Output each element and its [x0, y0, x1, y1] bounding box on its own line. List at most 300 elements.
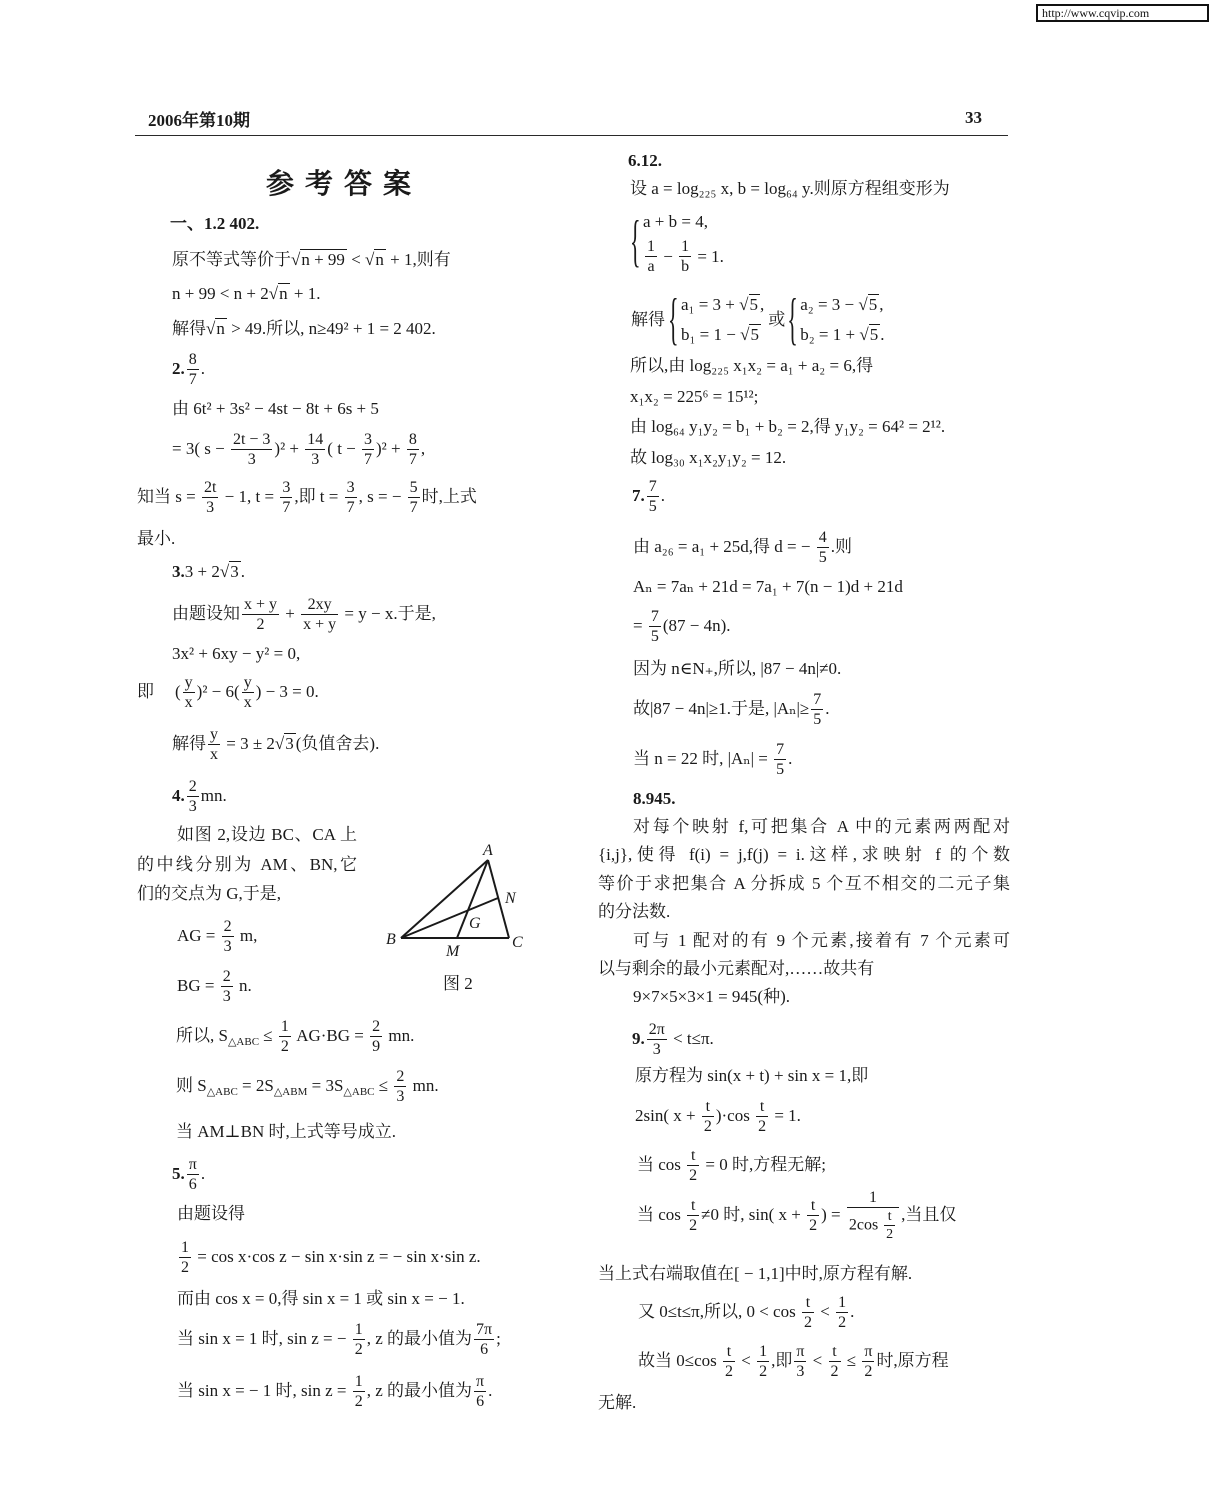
q9-line-2	[635, 1099, 801, 1135]
denominator: x	[184, 694, 193, 711]
q1-line-2	[172, 283, 320, 305]
text-run: > 49.所以, n≥49² + 1 = 2 402.	[226, 319, 436, 338]
text-run: + 1.	[289, 284, 321, 303]
fraction	[408, 480, 420, 516]
q8-paragraph-1-line-4: 的分法数.	[598, 902, 671, 921]
denominator: 7	[346, 499, 355, 516]
figure-caption: 图 2	[443, 974, 473, 993]
text-run: <	[815, 1301, 835, 1321]
text-run: .则	[830, 536, 852, 556]
fraction	[794, 1344, 806, 1380]
answer-value: 1.2 402.	[204, 214, 260, 233]
denominator: 3	[222, 988, 231, 1005]
fraction	[279, 1019, 291, 1055]
q3-line-3	[137, 675, 319, 711]
text-run: , z 的最小值为	[366, 1328, 473, 1348]
numerator: 1	[847, 1190, 899, 1208]
system-rows	[643, 207, 724, 277]
denominator: 3	[396, 1088, 405, 1105]
numerator: 3	[364, 431, 373, 448]
fraction	[222, 919, 234, 955]
q6-line-2: 所以,由 log₂₂₅ x₁x₂ = a₁ + a₂ = 6,得	[630, 356, 874, 375]
numerator: 1	[647, 238, 655, 255]
q6-line-1: 设 a = log₂₂₅ x, b = log₆₄ y.则原方程组变形为	[630, 179, 950, 198]
q7-line-6	[633, 742, 792, 778]
text-run: , s = −	[358, 486, 406, 506]
text-run: = 1.	[770, 1105, 801, 1125]
numerator: 2	[372, 1018, 381, 1035]
radicand: n	[375, 250, 384, 269]
square-root	[206, 318, 227, 338]
q3-line-1	[172, 597, 436, 633]
text-run: = 3( s −	[172, 438, 229, 458]
denominator: 2	[354, 1341, 363, 1358]
fraction	[345, 480, 357, 516]
numerator: 8	[188, 351, 197, 368]
system-rows	[800, 290, 884, 350]
q6-solution-line	[631, 290, 884, 350]
numerator: π	[476, 1373, 485, 1390]
fraction	[202, 480, 218, 516]
denominator: 7	[282, 499, 291, 516]
text-run: a + b = 4,	[643, 212, 708, 231]
q5-line-4	[177, 1322, 501, 1358]
text-run: 3 + 2	[184, 562, 220, 581]
radicand: 5	[868, 295, 878, 314]
text-run: 知当 s =	[137, 486, 200, 506]
fraction	[183, 675, 195, 711]
text-run: n + 99 < n + 2	[172, 284, 269, 303]
fraction	[807, 1198, 819, 1234]
q4-bg-line	[177, 969, 252, 1005]
text-run: 时,上式	[421, 486, 477, 506]
text-run: ( t −	[327, 438, 361, 458]
text-run: −	[659, 247, 678, 266]
numerator: 1	[354, 1321, 363, 1338]
question-number: 7.	[632, 485, 645, 505]
square-root	[740, 324, 761, 346]
text-run: .	[880, 325, 885, 344]
text-run: mn.	[200, 785, 227, 805]
numerator: 8	[408, 431, 417, 448]
q8-paragraph-2-line-2: 以与剩余的最小元素配对,……故共有	[598, 959, 875, 978]
fraction	[187, 779, 199, 815]
q2-line-3	[137, 480, 477, 516]
text-run: .	[825, 698, 830, 718]
q8-paragraph-1-line-1: 对每个映射 f,可把集合 A 中的元素两两配对	[633, 817, 1010, 836]
numerator: 5	[409, 479, 418, 496]
fraction	[702, 1099, 714, 1135]
text-run: ) − 3 = 0.	[255, 681, 319, 701]
fraction	[836, 1295, 848, 1331]
text-run: 解得	[631, 310, 665, 329]
text-run: = 1.	[693, 247, 724, 266]
q4-line-3: 当 AM⊥BN 时,上式等号成立.	[176, 1122, 396, 1141]
text-run: = 2S	[237, 1075, 274, 1095]
nested-fraction	[847, 1190, 899, 1242]
q2-line-4: 最小.	[137, 529, 176, 548]
numerator: t	[884, 1210, 895, 1226]
text-run: )² +	[274, 438, 304, 458]
text-run: ;	[496, 1328, 501, 1348]
denominator: 2	[864, 1363, 873, 1380]
text-run: (负值舍去).	[295, 733, 380, 753]
text-run: = cos x·cos z − sin x·sin z = − sin x·sin z.	[193, 1246, 481, 1266]
q9-line-6	[638, 1295, 854, 1331]
fraction	[474, 1322, 494, 1358]
system-row-2	[681, 320, 764, 350]
q8-calculation: 9×7×5×3×1 = 945(种).	[633, 987, 791, 1006]
text-run: 即	[137, 681, 154, 701]
text-run: b₂ = 1 +	[800, 325, 860, 344]
fraction	[862, 1344, 874, 1380]
text-run: 2cos	[848, 1216, 883, 1234]
fraction	[884, 1210, 895, 1242]
text-run: 所以, S	[176, 1025, 228, 1045]
text-run: 当 cos	[637, 1204, 686, 1224]
denominator: 3	[206, 499, 215, 516]
text-run: 由 a₂₆ = a₁ + 25d,得 d = −	[633, 536, 815, 556]
text-run: + 1,则有	[385, 250, 451, 269]
denominator: 3	[311, 451, 320, 468]
denominator: 2	[809, 1217, 818, 1234]
denominator: 6	[188, 1176, 197, 1193]
text-run: < t≤π.	[668, 1028, 714, 1048]
text-run: .	[200, 358, 205, 378]
text-run: .	[850, 1301, 855, 1321]
q6-line-5: 故 log₃₀ x₁x₂y₁y₂ = 12.	[630, 448, 787, 467]
numerator: 2xy	[301, 597, 338, 615]
text-run: 解得	[172, 319, 206, 338]
denominator: 2	[181, 1259, 189, 1276]
q7-line-2: Aₙ = 7aₙ + 21d = 7a₁ + 7(n − 1)d + 21d	[633, 577, 903, 596]
q7-line-5	[633, 692, 830, 728]
numerator: t	[687, 1148, 699, 1166]
numerator: t	[723, 1344, 735, 1362]
q7-answer	[632, 479, 665, 515]
fraction	[394, 1069, 406, 1105]
fraction	[817, 530, 829, 566]
denominator: 2	[803, 1314, 812, 1331]
numerator: 7	[650, 608, 659, 625]
fraction	[645, 239, 657, 275]
text-run: .	[488, 1380, 493, 1400]
q6-line-4: 由 log₆₄ y₁y₂ = b₁ + b₂ = 2,得 y₁y₂ = 64² = 2¹².	[630, 417, 946, 436]
text-run: ≠0 时, sin( x +	[701, 1204, 806, 1224]
text-run: = 0 时,方程无解;	[701, 1154, 826, 1174]
q3-answer	[172, 561, 245, 583]
question-number: 3.	[172, 562, 185, 581]
text-run: BG =	[177, 975, 219, 995]
q2-line-2	[172, 432, 425, 468]
denominator	[847, 1208, 899, 1242]
radicand: 5	[869, 325, 879, 344]
fraction	[774, 742, 786, 778]
q8-paragraph-1-line-2: {i,j},使得 f(i) = j,f(j) = i.这样,求映射 f 的个数	[598, 845, 1010, 864]
fraction	[811, 692, 823, 728]
fraction	[242, 675, 254, 711]
text-run: 故|87 − 4n|≥1.于是, |Aₙ|≥	[633, 698, 810, 718]
numerator: t	[807, 1198, 819, 1216]
fraction	[407, 432, 419, 468]
fraction	[649, 609, 661, 645]
fraction	[208, 727, 220, 763]
fraction	[687, 1148, 699, 1184]
numerator: π	[188, 1156, 197, 1173]
question-number: 9.	[632, 1028, 645, 1048]
text-run: ,	[420, 438, 426, 458]
radicand: n	[279, 284, 288, 303]
numerator: 14	[307, 431, 324, 448]
text-run: a₂ = 3 −	[800, 295, 859, 314]
numerator: t	[702, 1099, 714, 1117]
text-run: ≤	[259, 1025, 277, 1045]
section-title: 参 考 答 案	[266, 169, 414, 200]
q1-answer	[170, 213, 259, 235]
q7-line-3	[633, 609, 731, 645]
numerator: t	[802, 1295, 814, 1313]
q9-line-1: 原方程为 sin(x + t) + sin x = 1,即	[635, 1066, 869, 1085]
fraction	[280, 480, 292, 516]
q4-paragraph-line-1: 如图 2,设边 BC、CA 上	[177, 825, 357, 844]
denominator: 2	[886, 1227, 894, 1242]
vertex-label-b: B	[386, 931, 396, 948]
text-run: +	[281, 603, 300, 623]
q6-line-3: x₁x₂ = 225⁶ = 15¹²;	[630, 387, 759, 406]
square-root	[220, 561, 241, 581]
fraction	[370, 1019, 382, 1055]
numerator: y	[184, 674, 193, 691]
fraction	[187, 352, 199, 388]
denominator: 3	[188, 798, 197, 815]
numerator: y	[210, 726, 218, 743]
vertex-label-c: C	[512, 934, 523, 951]
denominator: 3	[796, 1363, 805, 1380]
denominator: 6	[476, 1393, 485, 1410]
square-root	[291, 249, 347, 269]
numerator: 7	[776, 741, 785, 758]
square-root	[269, 283, 290, 303]
q5-line-1: 由题设得	[177, 1204, 245, 1223]
q4-ag-line	[177, 919, 257, 955]
numerator: 2	[223, 918, 232, 935]
text-run: ,	[879, 295, 884, 314]
radicand: n + 99	[301, 250, 345, 269]
numerator: 4	[818, 529, 827, 546]
text-run: AG =	[177, 925, 220, 945]
square-root	[275, 733, 296, 753]
subscript: △ABC	[227, 1035, 260, 1048]
fraction	[231, 432, 272, 468]
numerator: π	[796, 1343, 805, 1360]
denominator: 2	[758, 1118, 767, 1135]
numerator: 2t	[203, 479, 217, 496]
radicand: 3	[230, 562, 239, 581]
text-run: ) =	[821, 1204, 845, 1224]
subscript: △ABC	[206, 1085, 238, 1098]
denominator: 7	[409, 499, 418, 516]
text-run: 则 S	[176, 1075, 207, 1095]
median-bn	[401, 898, 498, 938]
numerator: 1	[354, 1373, 363, 1390]
q9-line-4	[637, 1190, 956, 1242]
q5-answer	[172, 1157, 205, 1193]
system-row-1	[681, 290, 764, 320]
text-run: ≤	[842, 1350, 861, 1370]
system-rows	[681, 290, 764, 350]
text-run: AG·BG =	[292, 1025, 369, 1045]
left-brace-icon	[787, 290, 800, 350]
or-connector: 或	[768, 310, 786, 329]
text-run: =	[633, 615, 647, 635]
denominator: 2	[689, 1167, 698, 1184]
denominator: 2	[256, 616, 265, 633]
denominator: 5	[648, 498, 657, 515]
denominator: b	[681, 258, 690, 275]
page-number: 33	[965, 108, 982, 127]
q8-paragraph-1-line-3: 等价于求把集合 A 分拆成 5 个互不相交的二元子集	[598, 874, 1010, 893]
q7-line-4: 因为 n∈N₊,所以, |87 − 4n|≠0.	[633, 659, 842, 678]
fraction	[757, 1344, 769, 1380]
numerator: 2π	[648, 1021, 665, 1038]
denominator: 5	[813, 711, 822, 728]
q6-equation-system	[630, 207, 724, 277]
numerator: 1	[838, 1294, 847, 1311]
numerator: 1	[181, 1239, 189, 1256]
text-run: 当 cos	[637, 1154, 686, 1174]
denominator: 2	[354, 1393, 363, 1410]
numerator: 3	[282, 479, 291, 496]
fraction	[647, 479, 659, 515]
text-run: <	[346, 250, 366, 269]
denominator: 5	[818, 549, 827, 566]
denominator: x	[210, 746, 218, 763]
fraction	[679, 239, 691, 275]
denominator: 3	[247, 451, 256, 468]
text-run: )² − 6(	[196, 681, 240, 701]
q1-line-3	[172, 318, 436, 340]
text-run: = 3S	[307, 1075, 344, 1095]
text-run: m,	[235, 925, 258, 945]
left-brace-icon	[630, 207, 643, 277]
q8-paragraph-2-line-1: 可与 1 配对的有 9 个元素,接着有 7 个元素可	[633, 931, 1010, 950]
vertex-label-a: A	[483, 842, 493, 859]
text-run: 由题设知	[172, 603, 240, 623]
q2-answer	[172, 352, 205, 388]
q9-answer	[632, 1022, 714, 1058]
fraction	[242, 597, 279, 633]
denominator: 2	[759, 1363, 768, 1380]
point-label-m: M	[446, 943, 460, 960]
numerator: 2	[188, 778, 197, 795]
text-run: , z 的最小值为	[366, 1380, 473, 1400]
fraction	[179, 1240, 191, 1276]
q5-line-2	[177, 1240, 481, 1276]
square-root	[859, 324, 880, 346]
text-run: 原不等式等价于	[172, 250, 291, 269]
text-run: ,即 t =	[294, 486, 343, 506]
left-brace-icon	[668, 290, 681, 350]
text-run: a₁ = 3 +	[681, 295, 740, 314]
numerator: 1	[759, 1343, 768, 1360]
q1-line-1	[172, 249, 451, 271]
text-run: mn.	[384, 1025, 415, 1045]
numerator: 3	[346, 479, 355, 496]
q8-answer: 8.945.	[633, 789, 676, 808]
fraction	[756, 1099, 768, 1135]
fraction	[474, 1374, 486, 1410]
denominator: 9	[372, 1038, 381, 1055]
q5-line-3: 而由 cos x = 0,得 sin x = 1 或 sin x = − 1.	[177, 1289, 465, 1308]
denominator: 2	[838, 1314, 847, 1331]
denominator: a	[647, 258, 655, 275]
numerator: π	[864, 1343, 873, 1360]
text-run: 当 n = 22 时, |Aₙ| =	[633, 748, 773, 768]
numerator: x + y	[244, 596, 278, 613]
triangle-lines	[401, 860, 509, 938]
q2-line-1: 由 6t² + 3s² − 4st − 8t + 6s + 5	[172, 399, 379, 418]
q9-line-8: 无解.	[598, 1393, 637, 1412]
text-run: 2sin( x +	[635, 1105, 700, 1125]
text-run: ≤	[374, 1075, 393, 1095]
solution-system-2	[787, 290, 884, 350]
fraction	[647, 1022, 667, 1058]
numerator: 7π	[476, 1321, 493, 1338]
numerator: t	[756, 1099, 768, 1117]
text-run: n.	[234, 975, 252, 995]
numerator: t	[687, 1198, 699, 1216]
text-run: 当 sin x = 1 时, sin z = −	[177, 1328, 351, 1348]
denominator: 2	[689, 1217, 698, 1234]
text-run: b₁ = 1 −	[681, 325, 741, 344]
q9-line-5: 当上式右端取值在[ − 1,1]中时,原方程有解.	[598, 1264, 913, 1283]
q4-paragraph-line-3: 们的交点为 G,于是,	[137, 884, 282, 903]
fraction	[305, 432, 325, 468]
fraction	[723, 1344, 735, 1380]
fraction	[829, 1344, 841, 1380]
denominator: 2	[280, 1038, 289, 1055]
text-run: ,	[760, 295, 765, 314]
numerator: 7	[648, 478, 657, 495]
q4-line-2	[176, 1069, 439, 1105]
q4-answer	[172, 779, 227, 815]
fraction	[221, 969, 233, 1005]
denominator: 7	[364, 451, 373, 468]
denominator: 3	[223, 938, 232, 955]
subscript: △ABC	[343, 1085, 375, 1098]
q5-line-5	[177, 1374, 492, 1410]
radicand: n	[216, 319, 225, 338]
q9-line-3	[637, 1148, 826, 1184]
system-row-2	[800, 320, 884, 350]
q3-line-4	[172, 727, 379, 763]
text-run: )² +	[376, 438, 405, 458]
square-root	[739, 294, 760, 316]
denominator: 2	[703, 1118, 712, 1135]
text-run: = y − x.于是,	[340, 603, 436, 623]
section-number: 一、	[170, 214, 204, 233]
text-run: .	[200, 1163, 206, 1183]
numerator: y	[243, 674, 252, 691]
square-root	[365, 249, 386, 269]
text-run: = 3 ± 2	[222, 733, 275, 753]
denominator: 7	[408, 451, 417, 468]
text-run: <	[808, 1350, 827, 1370]
text-run: .	[660, 485, 665, 505]
q4-paragraph-line-2: 的中线分别为 AM、BN,它	[137, 855, 357, 874]
fraction	[353, 1322, 365, 1358]
text-run: .	[240, 562, 245, 581]
